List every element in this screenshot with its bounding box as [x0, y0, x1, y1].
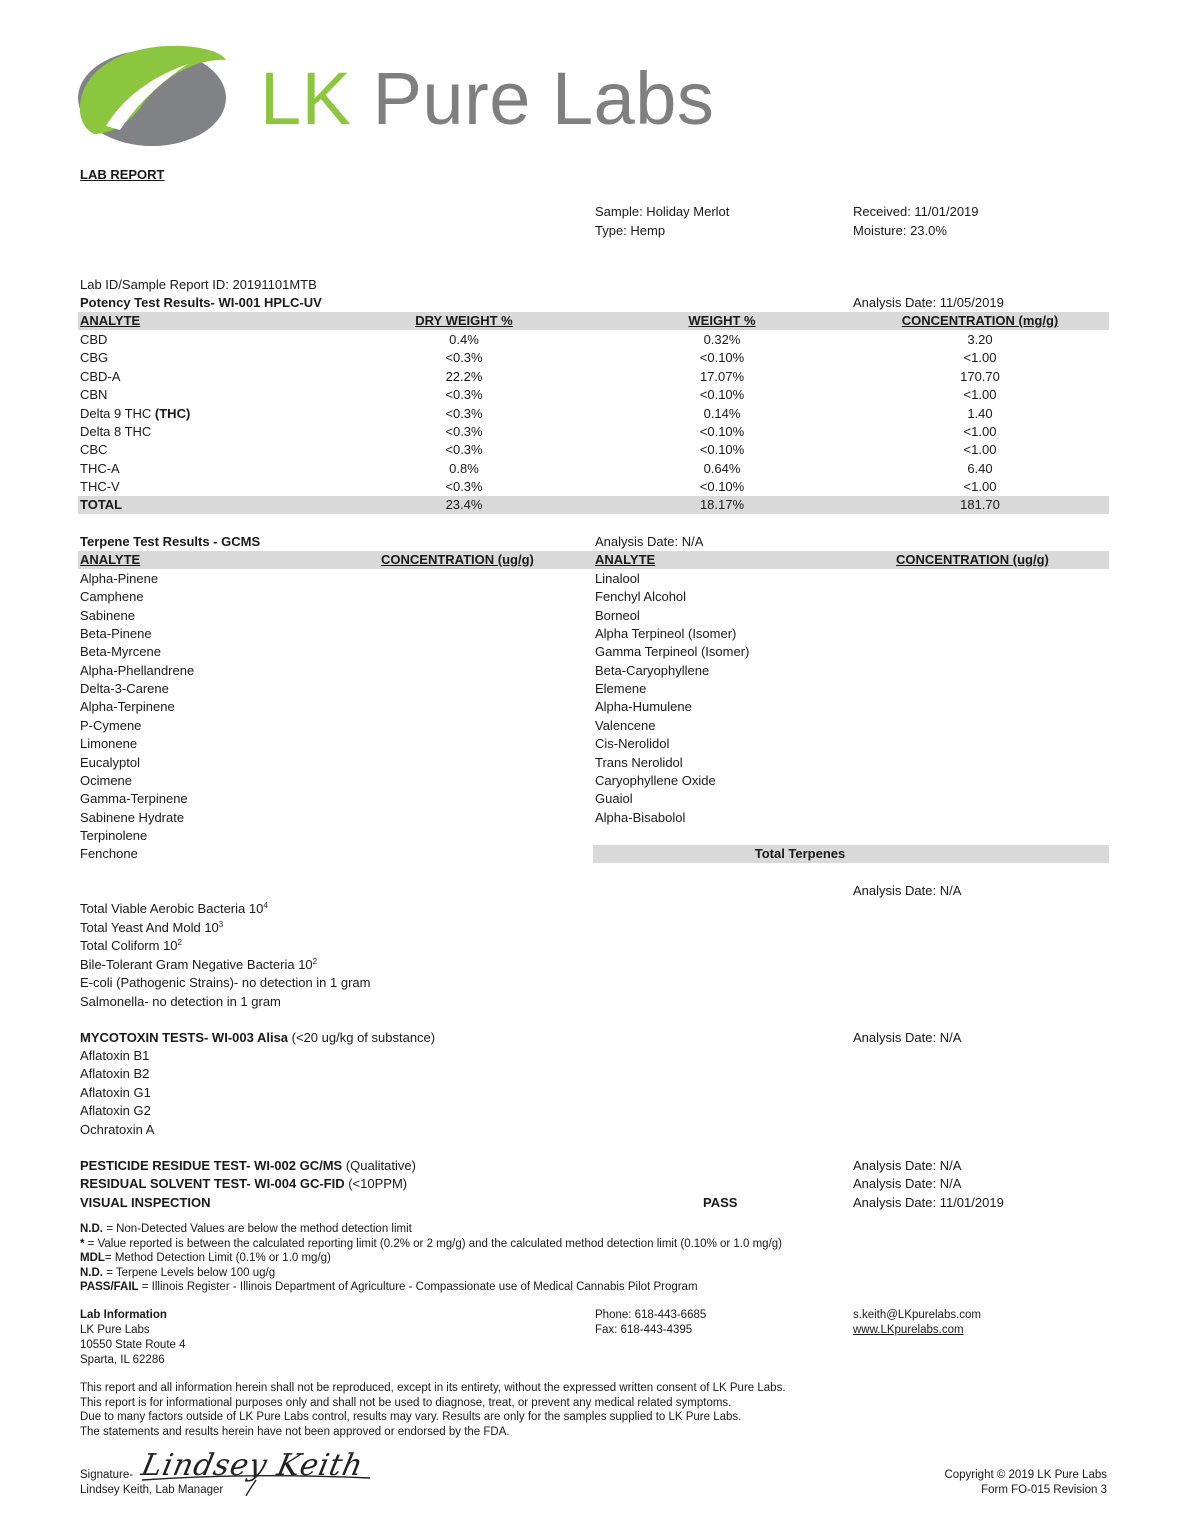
terpene-analyte: Eucalyptol — [80, 754, 140, 770]
legend-note-key: * — [80, 1237, 85, 1250]
analyte-name: CBG — [80, 350, 109, 366]
logo — [76, 38, 796, 148]
potency-row-concentration: <1.00 — [963, 479, 997, 495]
potency-row-analyte — [80, 387, 107, 402]
exponent: 2 — [177, 938, 182, 947]
signature-script: Lindsey Keith — [138, 1448, 367, 1483]
potency-row-weight: 0.32% — [703, 332, 741, 347]
pesticide-heading — [80, 1158, 416, 1173]
total-terpenes-label: Total Terpenes — [754, 846, 846, 861]
potency-analysis-date: Analysis Date: 11/05/2019 — [853, 295, 1004, 310]
terpene-analyte: Borneol — [595, 607, 640, 623]
analyte-name: CBD — [80, 332, 108, 347]
potency-row-dry-weight: <0.3% — [445, 424, 483, 439]
potency-row-concentration: <1.00 — [963, 442, 997, 458]
legend-note — [80, 1281, 698, 1293]
potency-row-concentration: 6.40 — [967, 460, 993, 476]
terpene-analyte: Alpha-Bisabolol — [595, 809, 686, 825]
pesticide-analysis-date: Analysis Date: N/A — [853, 1158, 962, 1173]
potency-row-weight: <0.10% — [699, 350, 745, 366]
potency-row-analyte — [80, 369, 120, 384]
terpene-analyte: Guaiol — [595, 791, 633, 807]
potency-row-weight: <0.10% — [699, 387, 745, 403]
micro-test-label: E-coli (Pathogenic Strains)- no detection in 1 gram — [80, 975, 371, 990]
legend-note — [80, 1252, 331, 1264]
legend-note-text: = Method Detection Limit (0.1% or 1.0 mg/g) — [104, 1252, 331, 1265]
potency-row-dry-weight: 22.2% — [445, 368, 483, 384]
legend-note-text: = Illinois Register - Illinois Department of Agriculture - Compassionate use of Medical Cannabis Pilot Program — [138, 1281, 698, 1294]
terpene-header-analyte-left: ANALYTE — [80, 552, 141, 567]
exponent: 3 — [218, 919, 224, 929]
micro-test-item — [80, 994, 281, 1009]
disclaimer-line: This report is for informational purposes only and shall not be used to diagnose, treat, or prevent any medical related symptoms. — [80, 1396, 732, 1409]
analyte-name: CBD-A — [80, 368, 121, 384]
potency-row-dry-weight: 0.8% — [449, 460, 479, 476]
potency-row-dry-weight: <0.3% — [445, 442, 483, 458]
mycotoxin-heading — [80, 1030, 435, 1045]
micro-test-label: Total Yeast And Mold 10 — [80, 919, 219, 935]
terpene-analyte: P-Cymene — [80, 717, 142, 733]
lab-info-line: Sparta, IL 62286 — [80, 1354, 165, 1366]
potency-header-dry-weight: DRY WEIGHT % — [415, 313, 513, 328]
terpene-analyte: Limonene — [80, 736, 138, 752]
terpene-analyte: Trans Nerolidol — [595, 754, 683, 770]
analyte-bold-label: (THC) — [154, 405, 191, 421]
terpene-analyte: Cis-Nerolidol — [595, 736, 670, 752]
terpene-analyte: Camphene — [80, 589, 144, 605]
analyte-name: THC-V — [80, 479, 120, 495]
terpene-title: Terpene Test Results - GCMS — [80, 534, 261, 549]
terpene-analyte: Gamma Terpineol (Isomer) — [595, 644, 750, 660]
terpene-analyte: Sabinene — [80, 607, 135, 623]
potency-row-weight: 0.64% — [703, 460, 741, 476]
lab-info-line: LK Pure Labs — [80, 1324, 150, 1336]
lab-fax: Fax: 618-443-4395 — [595, 1324, 693, 1336]
legend-note — [80, 1223, 412, 1235]
disclaimer-line: The statements and results herein have not been approved or endorsed by the FDA. — [80, 1425, 510, 1438]
potency-row-analyte — [80, 332, 107, 347]
terpene-analyte: Beta-Pinene — [80, 626, 152, 642]
potency-row-concentration: 170.70 — [960, 368, 1000, 384]
terpene-analyte: Alpha-Terpinene — [80, 699, 175, 715]
potency-header-concentration: CONCENTRATION (mg/g) — [901, 313, 1059, 328]
lab-website-link[interactable]: www.LKpurelabs.com — [853, 1324, 964, 1336]
potency-row-analyte — [80, 406, 190, 421]
potency-row-weight: <0.10% — [699, 424, 745, 439]
terpene-analyte: Ocimene — [80, 772, 133, 788]
micro-test-label: Salmonella- no detection in 1 gram — [80, 993, 281, 1009]
sample-name: Sample: Holiday Merlot — [595, 204, 730, 219]
potency-row-dry-weight: <0.3% — [445, 350, 483, 366]
mycotoxin-item: Aflatoxin B1 — [80, 1048, 150, 1063]
legend-note-key: N.D. — [80, 1266, 103, 1279]
sample-type: Type: Hemp — [595, 223, 666, 238]
terpene-analyte: Beta-Caryophyllene — [595, 662, 710, 678]
micro-analysis-date: Analysis Date: N/A — [853, 883, 962, 898]
visual-title: VISUAL INSPECTION — [80, 1195, 211, 1210]
potency-row-dry-weight: <0.3% — [445, 387, 483, 403]
terpene-analyte: Sabinene Hydrate — [80, 809, 185, 825]
potency-total-label: TOTAL — [80, 497, 123, 512]
visual-analysis-date: Analysis Date: 11/01/2019 — [853, 1195, 1004, 1210]
terpene-header-concentration-right: CONCENTRATION (ug/g) — [896, 552, 1049, 567]
pesticide-note: (Qualitative) — [342, 1158, 416, 1173]
potency-row-concentration: <1.00 — [963, 350, 997, 366]
legend-note-key: N.D. — [80, 1223, 103, 1235]
potency-row-analyte — [80, 350, 108, 365]
potency-total-dry: 23.4% — [445, 497, 483, 512]
mycotoxin-item: Aflatoxin G1 — [80, 1084, 151, 1100]
potency-row-concentration: 3.20 — [967, 332, 993, 347]
potency-row-concentration: <1.00 — [963, 387, 997, 403]
terpene-analyte: Fenchone — [80, 846, 138, 862]
terpene-analyte: Alpha-Humulene — [595, 699, 692, 715]
visual-result: PASS — [703, 1195, 738, 1210]
micro-test-item — [80, 938, 182, 953]
potency-row-dry-weight: 0.4% — [449, 332, 479, 347]
potency-row-concentration: <1.00 — [963, 424, 997, 439]
legend-note — [80, 1238, 782, 1250]
terpene-analyte: Linalool — [595, 571, 640, 586]
legend-note-text: = Terpene Levels below 100 ug/g — [103, 1266, 276, 1279]
mycotoxin-analysis-date: Analysis Date: N/A — [853, 1030, 962, 1045]
mycotoxin-note: (<20 ug/kg of substance) — [288, 1030, 436, 1045]
potency-row-concentration: 1.40 — [967, 405, 993, 421]
copyright-line1: Copyright © 2019 LK Pure Labs — [944, 1469, 1107, 1481]
sample-received: Received: 11/01/2019 — [853, 204, 979, 219]
mycotoxin-title: MYCOTOXIN TESTS- WI-003 Alisa — [80, 1030, 289, 1045]
leaf-logo-icon — [76, 38, 236, 148]
potency-header-analyte: ANALYTE — [80, 313, 141, 328]
mycotoxin-item: Ochratoxin A — [80, 1121, 155, 1137]
micro-test-label: Total Coliform 10 — [80, 938, 178, 953]
potency-total-concentration: 181.70 — [960, 497, 1000, 512]
report-title: LAB REPORT — [80, 167, 165, 182]
terpene-analyte: Terpinolene — [80, 827, 148, 843]
solvent-analysis-date: Analysis Date: N/A — [853, 1176, 962, 1191]
lab-phone: Phone: 618-443-6685 — [595, 1309, 707, 1321]
potency-header-weight: WEIGHT % — [688, 313, 756, 328]
lab-info-line: 10550 State Route 4 — [80, 1339, 186, 1351]
potency-row-dry-weight: <0.3% — [445, 479, 483, 495]
micro-test-item — [80, 920, 223, 935]
potency-row-weight: <0.10% — [699, 479, 745, 495]
terpene-analyte: Alpha-Pinene — [80, 571, 159, 586]
analyte-name: THC-A — [80, 460, 120, 476]
solvent-title: RESIDUAL SOLVENT TEST- WI-004 GC-FID — [80, 1176, 345, 1191]
potency-row-weight: <0.10% — [699, 442, 745, 458]
legend-note-key: PASS/FAIL — [80, 1281, 139, 1294]
logo-text-lk: LK — [260, 57, 352, 140]
analyte-name: CBN — [80, 387, 108, 403]
exponent: 4 — [263, 901, 268, 910]
micro-test-label: Total Viable Aerobic Bacteria 10 — [80, 901, 264, 916]
micro-test-item — [80, 975, 370, 990]
potency-row-analyte — [80, 442, 107, 457]
micro-test-item — [80, 957, 317, 972]
potency-row-analyte — [80, 461, 120, 476]
signature-label: Signature- — [80, 1469, 134, 1481]
analyte-name: Delta 9 THC — [80, 405, 155, 421]
exponent: 2 — [312, 956, 318, 966]
disclaimer-line: Due to many factors outside of LK Pure Labs control, results may vary. Results are only for the samples supplied to LK Pure Labs. — [80, 1411, 742, 1424]
analyte-name: CBC — [80, 442, 108, 458]
lab-info-title: Lab Information — [80, 1309, 167, 1321]
copyright-line2: Form FO-015 Revision 3 — [981, 1484, 1107, 1496]
terpene-analyte: Alpha Terpineol (Isomer) — [595, 626, 737, 642]
analyte-name: Delta 8 THC — [80, 424, 152, 439]
legend-note-key: MDL — [80, 1252, 105, 1265]
mycotoxin-item: Aflatoxin G2 — [80, 1103, 151, 1119]
legend-note-text: = Value reported is between the calculated reporting limit (0.2% or 2 mg/g) and the calculated method detection limit (0.10% or 1.0 mg/g) — [84, 1237, 782, 1250]
terpene-analyte: Delta-3-Carene — [80, 681, 169, 697]
terpene-analyte: Alpha-Phellandrene — [80, 662, 195, 678]
terpene-analyte: Elemene — [595, 681, 647, 697]
solvent-note: (<10PPM) — [344, 1176, 408, 1191]
potency-row-weight: 17.07% — [699, 368, 745, 384]
pesticide-title: PESTICIDE RESIDUE TEST- WI-002 GC/MS — [80, 1158, 343, 1173]
potency-row-analyte — [80, 424, 151, 439]
potency-row-analyte — [80, 479, 120, 494]
terpene-analyte: Gamma-Terpinene — [80, 791, 188, 807]
solvent-heading — [80, 1176, 407, 1191]
lab-email: s.keith@LKpurelabs.com — [853, 1309, 982, 1321]
sample-moisture: Moisture: 23.0% — [853, 223, 947, 238]
potency-row-dry-weight: <0.3% — [445, 405, 483, 421]
potency-total-weight: 18.17% — [699, 497, 745, 512]
potency-title: Potency Test Results- WI-001 HPLC-UV — [80, 295, 322, 310]
potency-row-weight: 0.14% — [703, 405, 741, 421]
terpene-header-analyte-right: ANALYTE — [595, 552, 656, 567]
micro-test-item — [80, 901, 268, 916]
terpene-analyte: Beta-Myrcene — [80, 644, 161, 660]
legend-note — [80, 1267, 275, 1279]
terpene-analyte: Valencene — [595, 717, 656, 733]
terpene-analysis-date: Analysis Date: N/A — [595, 534, 704, 549]
micro-test-label: Bile-Tolerant Gram Negative Bacteria 10 — [80, 956, 313, 972]
terpene-analyte: Fenchyl Alcohol — [595, 589, 687, 605]
terpene-analyte: Caryophyllene Oxide — [595, 772, 716, 788]
lab-id: Lab ID/Sample Report ID: 20191101MTB — [80, 277, 317, 292]
signature-name: Lindsey Keith, Lab Manager — [80, 1484, 224, 1496]
legend-note-text: = Non-Detected Values are below the method detection limit — [103, 1223, 412, 1235]
logo-text-pure-labs: Pure Labs — [351, 57, 715, 140]
disclaimer-line: This report and all information herein shall not be reproduced, except in its entirety, without the expressed written consent of LK Pure Labs. — [80, 1382, 786, 1394]
mycotoxin-item: Aflatoxin B2 — [80, 1066, 150, 1082]
terpene-header-concentration-left: CONCENTRATION (ug/g) — [381, 552, 534, 567]
